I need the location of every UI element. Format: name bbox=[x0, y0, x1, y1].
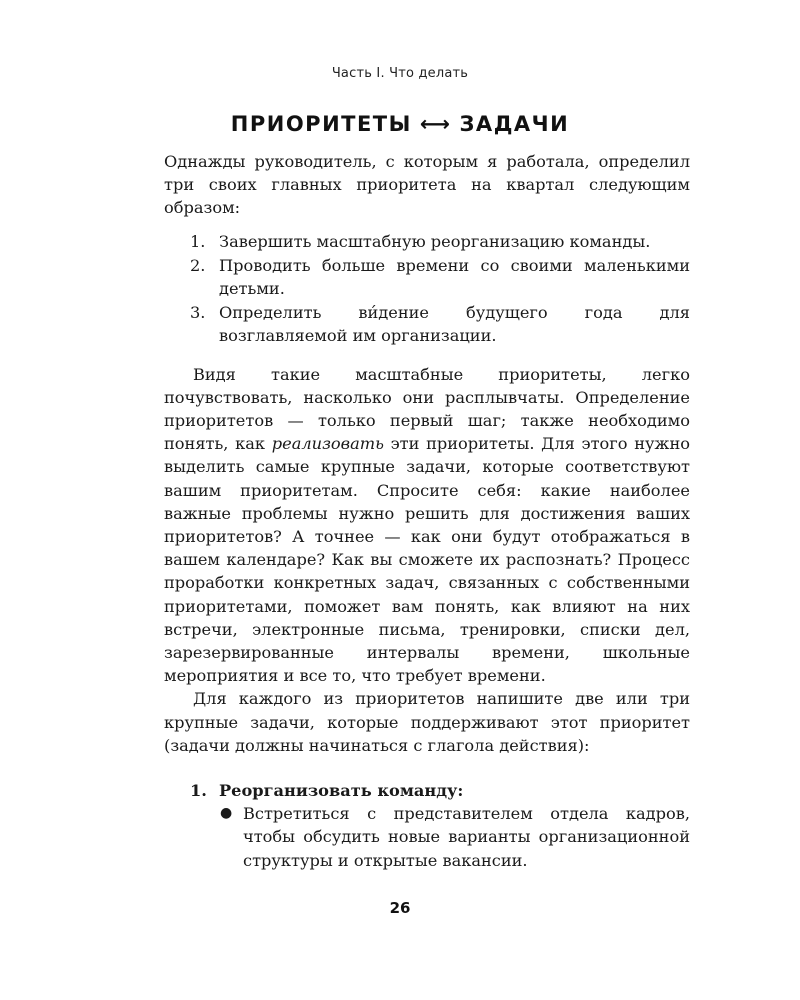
paragraph-text: Видя такие масштабные приоритеты, легко почувствовать, насколько они расплывчаты. Определение приоритетов — только первый шаг; также необходимо понять, как bbox=[164, 364, 690, 454]
intro-paragraph: Однажды руководитель, с которым я работала, определил три своих главных приоритета на квартал следующим образом: bbox=[164, 152, 690, 218]
list-item-number: 3. bbox=[190, 303, 206, 323]
list-item-number: 1. bbox=[190, 231, 206, 251]
task-heading: Реорганизовать команду: bbox=[219, 781, 464, 801]
bullet-text: Встретиться с представителем отдела кадров, чтобы обсудить новые варианты организационной структуры и открытые вакансии. bbox=[243, 804, 690, 870]
paragraph-text: эти приоритеты. Для этого нужно выделить самые крупные задачи, которые соответствуют вашим приоритетам. Спросите себя: какие наиболее важные проблемы нужно решить для достижения ваших приоритетов? А точнее — как они будут отображаться в вашем календаре? Как вы сможете их распознать? Процесс проработки конкретных задач, связанных с собственными приоритетами, поможет вам понять, как влияют на них встречи, электронные письма, тренировки, списки дел, зарезервированные интервалы времени, школьные мероприятия и все то, что требует времени. bbox=[164, 434, 690, 686]
list-item bbox=[164, 230, 690, 253]
list-item-text: Проводить больше времени со своими маленькими детьми. bbox=[219, 255, 690, 299]
list-item-text: Завершить масштабную реорганизацию команды. bbox=[219, 231, 651, 251]
priorities-list bbox=[164, 230, 690, 348]
section-title bbox=[0, 112, 800, 136]
page-number: 26 bbox=[389, 899, 411, 917]
paragraph-write-tasks: Для каждого из приоритетов напишите две или три крупные задачи, которые поддерживают этот приоритет (задачи должны начинаться с глагола действия): bbox=[164, 689, 690, 755]
body-text bbox=[164, 150, 690, 872]
list-item bbox=[164, 301, 690, 347]
list-item-number: 1. bbox=[190, 781, 207, 801]
double-arrow-icon: ⟷ bbox=[419, 112, 452, 136]
task-bullets bbox=[219, 802, 690, 872]
spacer bbox=[164, 349, 690, 363]
list-item-text: Определить ви́дение будущего года для возглавляемой им организации. bbox=[219, 303, 690, 346]
running-header: Часть I. Что делать bbox=[331, 66, 469, 81]
list-item-number: 2. bbox=[190, 255, 206, 275]
section-title-right: ЗАДАЧИ bbox=[459, 112, 570, 136]
list-item bbox=[164, 779, 690, 872]
list-item bbox=[164, 254, 690, 300]
spacer bbox=[164, 757, 690, 779]
paragraph-priorities-vague bbox=[164, 363, 690, 688]
bullet-item bbox=[219, 802, 690, 872]
bullet-icon: ● bbox=[220, 805, 233, 822]
tasks-list bbox=[164, 779, 690, 872]
emphasis-text: реализовать bbox=[271, 434, 384, 454]
section-title-left: ПРИОРИТЕТЫ bbox=[230, 112, 412, 136]
